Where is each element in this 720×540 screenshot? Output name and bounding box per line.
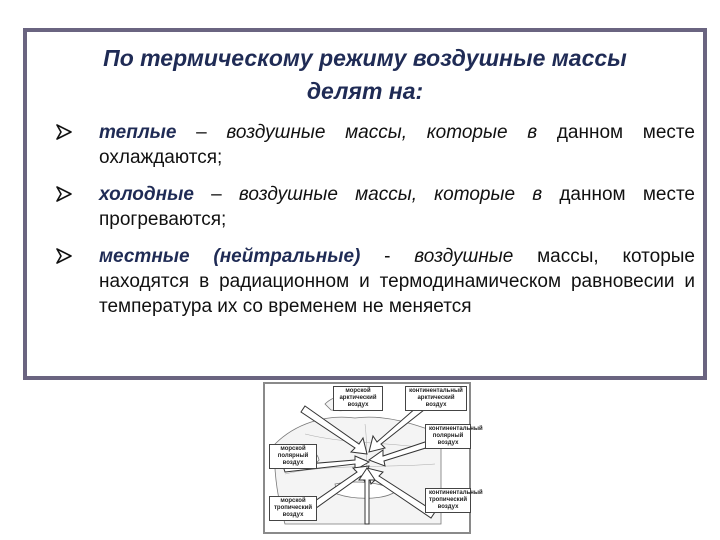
list-item-local [55, 244, 695, 319]
term-local: местные (нейтральные) [99, 246, 361, 267]
slide-title [27, 42, 703, 108]
classification-list [55, 120, 695, 331]
dash: – [176, 122, 227, 143]
map-label-continental-polar: континентальный полярный воздух [425, 424, 471, 449]
definition-italic: воздушные массы, которые в [238, 184, 543, 205]
title-line-1: По термическому режиму воздушные массы [103, 45, 627, 71]
definition-italic: воздушные [414, 246, 514, 267]
map-label-continental-arctic: континентальный арктический воздух [405, 386, 467, 411]
definition-text: данном месте прогреваются; [99, 184, 696, 230]
title-line-2: делят на: [306, 78, 424, 104]
definition-text: массы, которые находятся в радиационном и термодинамическом равновесии и температура их со временем не меняется [99, 246, 695, 317]
dash: - [360, 246, 415, 267]
content-panel [23, 28, 707, 380]
definition-text: данном месте охлаждаются; [99, 122, 695, 168]
arrow-right-bullet-icon [55, 185, 73, 203]
map-label-continental-tropical: континентальный тропический воздух [425, 488, 471, 513]
list-item-warm [55, 120, 695, 170]
arrow-right-bullet-icon [55, 123, 73, 141]
definition-italic: воздушные массы, которые в [226, 122, 538, 143]
map-label-maritime-tropical: морской тропический воздух [269, 496, 317, 521]
air-masses-map [263, 382, 483, 534]
map-label-maritime-arctic: морской арктический воздух [333, 386, 383, 411]
term-cold: холодные [99, 184, 194, 205]
map-label-maritime-polar: морской полярный воздух [269, 444, 317, 469]
arrow-right-bullet-icon [55, 247, 73, 265]
list-item-cold [55, 182, 695, 232]
term-warm: теплые [99, 122, 177, 143]
dash: – [193, 184, 239, 205]
